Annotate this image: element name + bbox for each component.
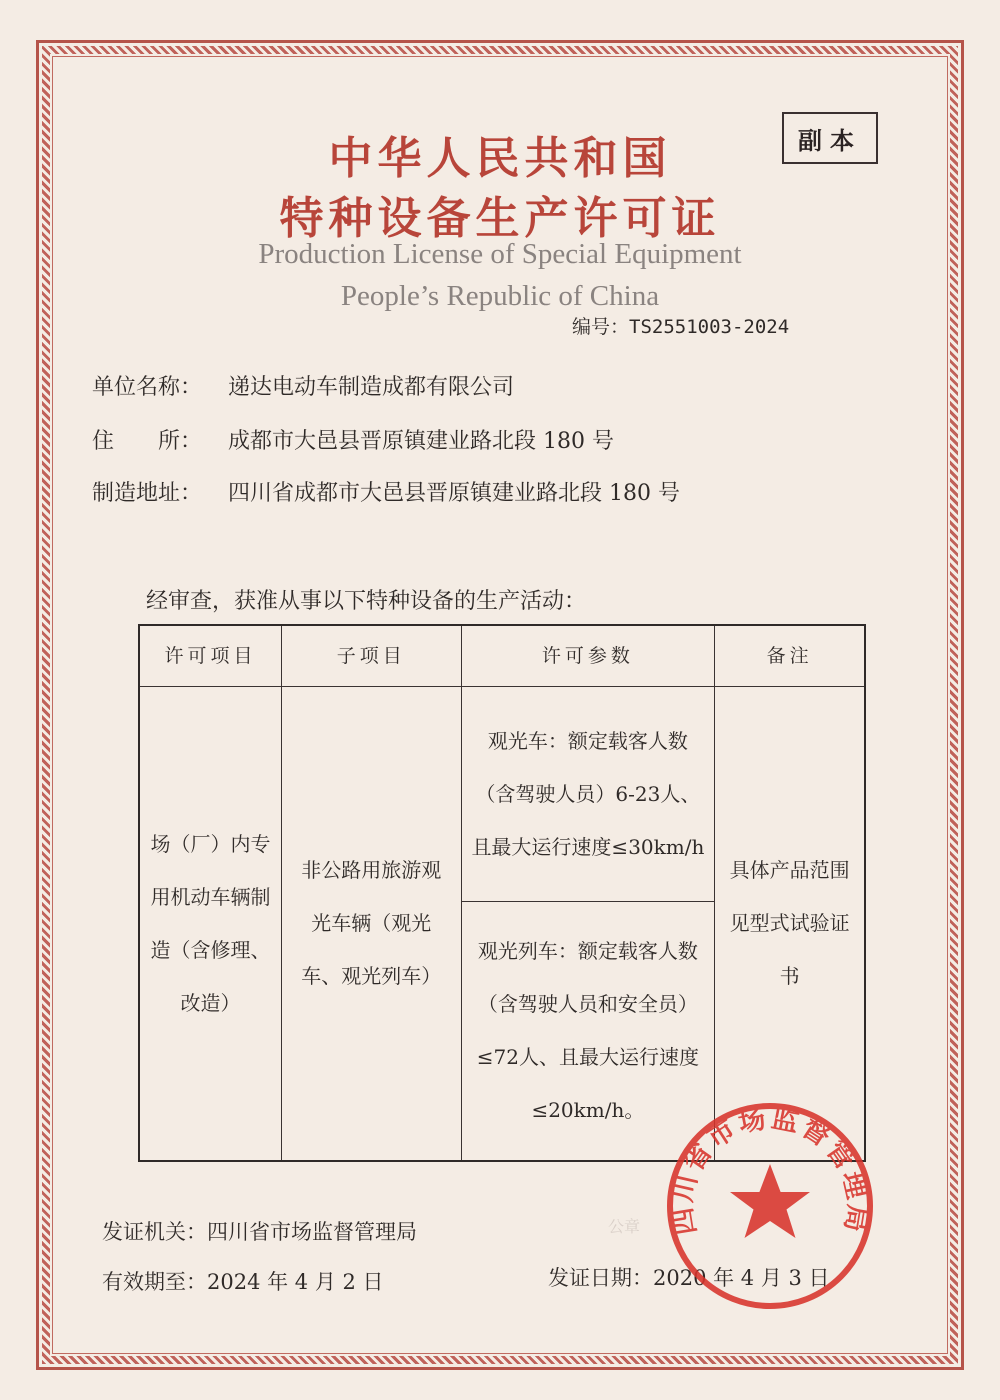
- title-en-line2: People’s Republic of China: [340, 280, 660, 312]
- info-value: 递达电动车制造成都有限公司: [228, 375, 515, 400]
- seal-text: 四川省市场监督管理局: [666, 1102, 874, 1237]
- intro-text: 经审查，获准从事以下特种设备的生产活动：: [146, 589, 587, 614]
- cell-remark: [715, 687, 865, 1162]
- cell-param-2-text: 观光列车：额定载客人数（含驾驶人员和安全员）≤72人、且最大运行速度≤20km/h。: [476, 939, 700, 1122]
- header-params: 许可参数: [461, 625, 715, 687]
- cell-remark-text: 具体产品范围见型式试验证书: [729, 858, 850, 988]
- info-label: 住 所：: [92, 429, 203, 454]
- title-en-line1: Production License of Special Equipment: [258, 238, 742, 270]
- table-header-row: [139, 625, 865, 687]
- cell-item-text: 场（厂）内专用机动车辆制造（含修理、改造）: [150, 831, 271, 1015]
- header-subitem: 子项目: [282, 625, 461, 687]
- header-item: 许可项目: [139, 625, 282, 687]
- info-company-row: [92, 370, 514, 401]
- copy-label-box: 副本: [782, 112, 878, 164]
- info-value: 四川省成都市大邑县晋原镇建业路北段 180 号: [228, 481, 680, 506]
- valid-date: 2024 年 4 月 2 日: [207, 1270, 384, 1294]
- cell-subitem-text: 非公路用旅游观光车辆（观光车、观光列车）: [301, 858, 442, 988]
- info-label: 单位名称：: [92, 375, 203, 400]
- faint-stamp-text: 公章: [608, 1217, 641, 1236]
- header-remark: 备注: [715, 625, 865, 687]
- valid-until-row: [102, 1266, 384, 1296]
- table-row: [139, 687, 865, 902]
- official-seal-stamp: [660, 1096, 880, 1316]
- cell-subitem: [282, 687, 461, 1162]
- cell-param-1-text: 观光车：额定载客人数（含驾驶人员）6-23人、且最大运行速度≤30km/h: [471, 728, 705, 859]
- valid-label: 有效期至：: [102, 1270, 207, 1294]
- issue-date: 2020 年 4 月 3 日: [653, 1266, 830, 1290]
- issuer-row: [102, 1216, 417, 1246]
- title-cn-line1: 中华人民共和国: [328, 133, 672, 184]
- info-address-row: [92, 424, 614, 455]
- seal-star-icon: [730, 1164, 810, 1238]
- info-label: 制造地址：: [92, 481, 203, 506]
- permit-table: [138, 624, 866, 1162]
- issue-label: 发证日期：: [548, 1266, 653, 1290]
- info-factory-row: [92, 476, 680, 507]
- title-cn-line2: 特种设备生产许可证: [279, 193, 721, 244]
- issuer-label: 发证机关：: [102, 1220, 207, 1244]
- info-value: 成都市大邑县晋原镇建业路北段 180 号: [228, 429, 614, 454]
- cell-param-1: [461, 687, 715, 902]
- cell-item: [139, 687, 282, 1162]
- issuer-value: 四川省市场监督管理局: [207, 1220, 417, 1244]
- serial-number: 编号：TS2551003-2024: [572, 316, 790, 338]
